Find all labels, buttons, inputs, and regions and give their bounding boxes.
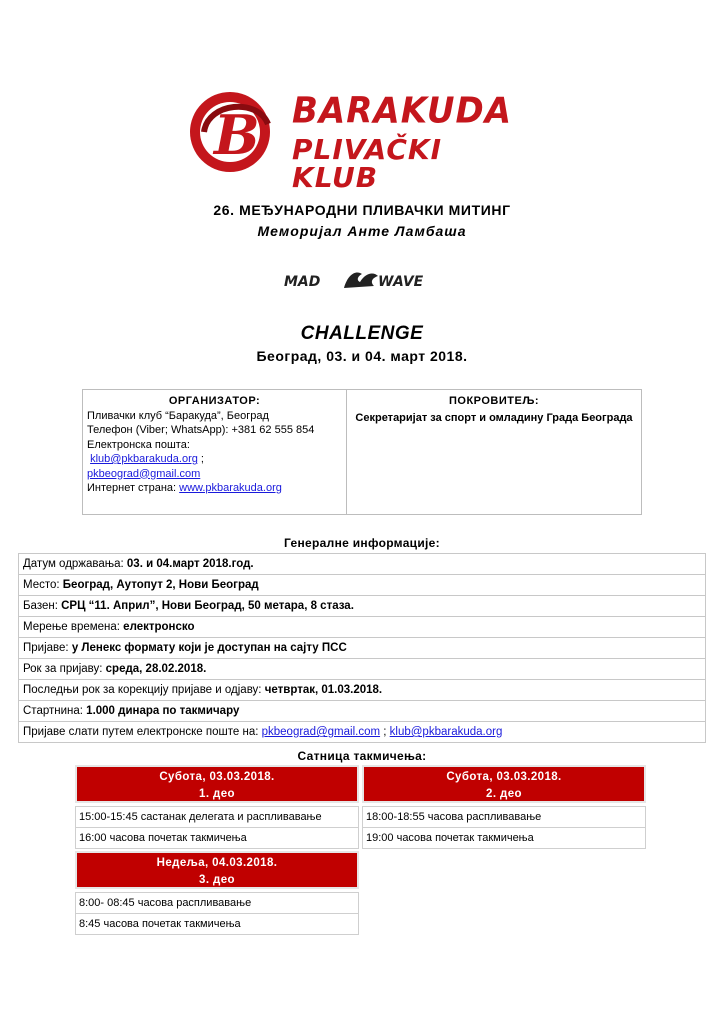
schedule-part: 1. део bbox=[199, 788, 235, 800]
schedule-header bbox=[75, 765, 359, 803]
organizer-web-label: Интернет страна: bbox=[87, 482, 177, 494]
email-separator: ; bbox=[380, 726, 390, 738]
table-row bbox=[19, 680, 706, 701]
event-place-date: Београд, 03. и 04. март 2018. bbox=[256, 348, 468, 364]
table-row bbox=[19, 575, 706, 596]
row-label: Пријаве: bbox=[23, 642, 72, 654]
svg-text:B: B bbox=[214, 103, 260, 167]
schedule-row: 8:00- 08:45 часова распливавање bbox=[75, 892, 359, 914]
entry-email-link-1[interactable]: pkbeograd@gmail.com bbox=[261, 726, 381, 738]
organizer-club: Пливачки клуб “Баракуда”, Београд bbox=[87, 409, 269, 422]
table-row bbox=[19, 596, 706, 617]
madwave-logo bbox=[282, 266, 442, 294]
organizer-heading: ОРГАНИЗАТОР: bbox=[168, 395, 261, 407]
schedule-part: 2. део bbox=[486, 788, 522, 800]
patron-section bbox=[347, 390, 641, 514]
row-value: Београд, Аутопут 2, Нови Београд bbox=[62, 579, 259, 591]
organizer-email-link-2[interactable]: pkbeograd@gmail.com bbox=[87, 467, 201, 480]
organizer-box bbox=[82, 389, 642, 515]
club-logo bbox=[178, 84, 520, 194]
schedule-row: 8:45 часова почетак такмичења bbox=[75, 914, 359, 935]
table-row bbox=[19, 554, 706, 575]
logo-line-2: PLIVAČKI KLUB bbox=[292, 133, 443, 194]
general-info-title: Генералне информације: bbox=[284, 536, 440, 550]
event-name: CHALLENGE bbox=[300, 323, 424, 344]
entry-email-link-2[interactable]: klub@pkbarakuda.org bbox=[389, 726, 503, 738]
madwave-logo-right: WAVE bbox=[378, 274, 424, 290]
madwave-logo-left: MAD bbox=[284, 274, 321, 290]
table-row bbox=[19, 701, 706, 722]
row-value: 03. и 04.март 2018.год. bbox=[126, 558, 254, 570]
table-row bbox=[19, 722, 706, 743]
organizer-phone: Телефон (Viber; WhatsApp): +381 62 555 854 bbox=[87, 424, 315, 436]
row-value: 1.000 динара по такмичару bbox=[86, 705, 240, 717]
table-row bbox=[19, 659, 706, 680]
schedule-row: 18:00-18:55 часова распливавање bbox=[362, 806, 646, 828]
meet-title: 26. МЕЂУНАРОДНИ ПЛИВАЧКИ МИТИНГ bbox=[213, 202, 511, 218]
organizer-email-label: Електронска пошта: bbox=[87, 438, 190, 451]
schedule-day: Недеља, 04.03.2018. bbox=[156, 857, 278, 869]
organizer-web-link[interactable]: www.pkbarakuda.org bbox=[179, 482, 282, 494]
email-separator: ; bbox=[200, 453, 204, 465]
row-label: Мерење времена: bbox=[23, 621, 124, 633]
schedule-day: Субота, 03.03.2018. bbox=[159, 771, 275, 783]
general-info-table bbox=[18, 553, 706, 743]
row-label: Рок за пријаву: bbox=[23, 663, 106, 675]
schedule-day: Субота, 03.03.2018. bbox=[446, 771, 562, 783]
schedule-row: 16:00 часова почетак такмичења bbox=[75, 828, 359, 849]
schedule-part: 3. део bbox=[199, 874, 235, 886]
schedule-row: 15:00-15:45 састанак делегата и распливавање bbox=[75, 806, 359, 828]
table-row bbox=[19, 638, 706, 659]
schedule-block-part-2 bbox=[362, 765, 646, 849]
schedule-header bbox=[75, 851, 359, 889]
row-label: Базен: bbox=[23, 600, 62, 612]
organizer-email-link-1[interactable]: klub@pkbarakuda.org bbox=[90, 453, 198, 465]
wave-icon bbox=[344, 273, 378, 288]
schedule-title: Сатница такмичења: bbox=[297, 749, 427, 763]
row-label: Стартнина: bbox=[23, 705, 87, 717]
schedule-block-part-1 bbox=[75, 765, 359, 849]
row-label: Место: bbox=[23, 579, 63, 591]
row-label: Датум одржавања: bbox=[23, 558, 127, 570]
organizer-section bbox=[83, 390, 347, 514]
schedule-block-part-3 bbox=[75, 851, 359, 935]
schedule-header bbox=[362, 765, 646, 803]
logo-line-1: BARAKUDA bbox=[292, 90, 513, 132]
barakuda-b-icon bbox=[178, 84, 288, 180]
schedule-row: 19:00 часова почетак такмичења bbox=[362, 828, 646, 849]
patron-heading: ПОКРОВИТЕЉ: bbox=[448, 395, 540, 407]
meet-subtitle: Меморијал Анте Ламбаша bbox=[257, 223, 467, 239]
row-label: Пријаве слати путем електронске поште на: bbox=[23, 726, 262, 738]
row-label: Последњи рок за корекцију пријаве и одјаву: bbox=[23, 684, 265, 696]
row-value: електронско bbox=[123, 621, 195, 633]
row-value: четвртак, 01.03.2018. bbox=[264, 684, 383, 696]
patron-name: Секретаријат за спорт и омладину Града Београда bbox=[355, 411, 633, 424]
row-value: среда, 28.02.2018. bbox=[105, 663, 207, 675]
row-value: СРЦ “11. Април”, Нови Београд, 50 метара, 8 стаза. bbox=[61, 600, 354, 612]
row-value: у Ленекс формату који је доступан на сајту ПСС bbox=[71, 642, 347, 654]
table-row bbox=[19, 617, 706, 638]
